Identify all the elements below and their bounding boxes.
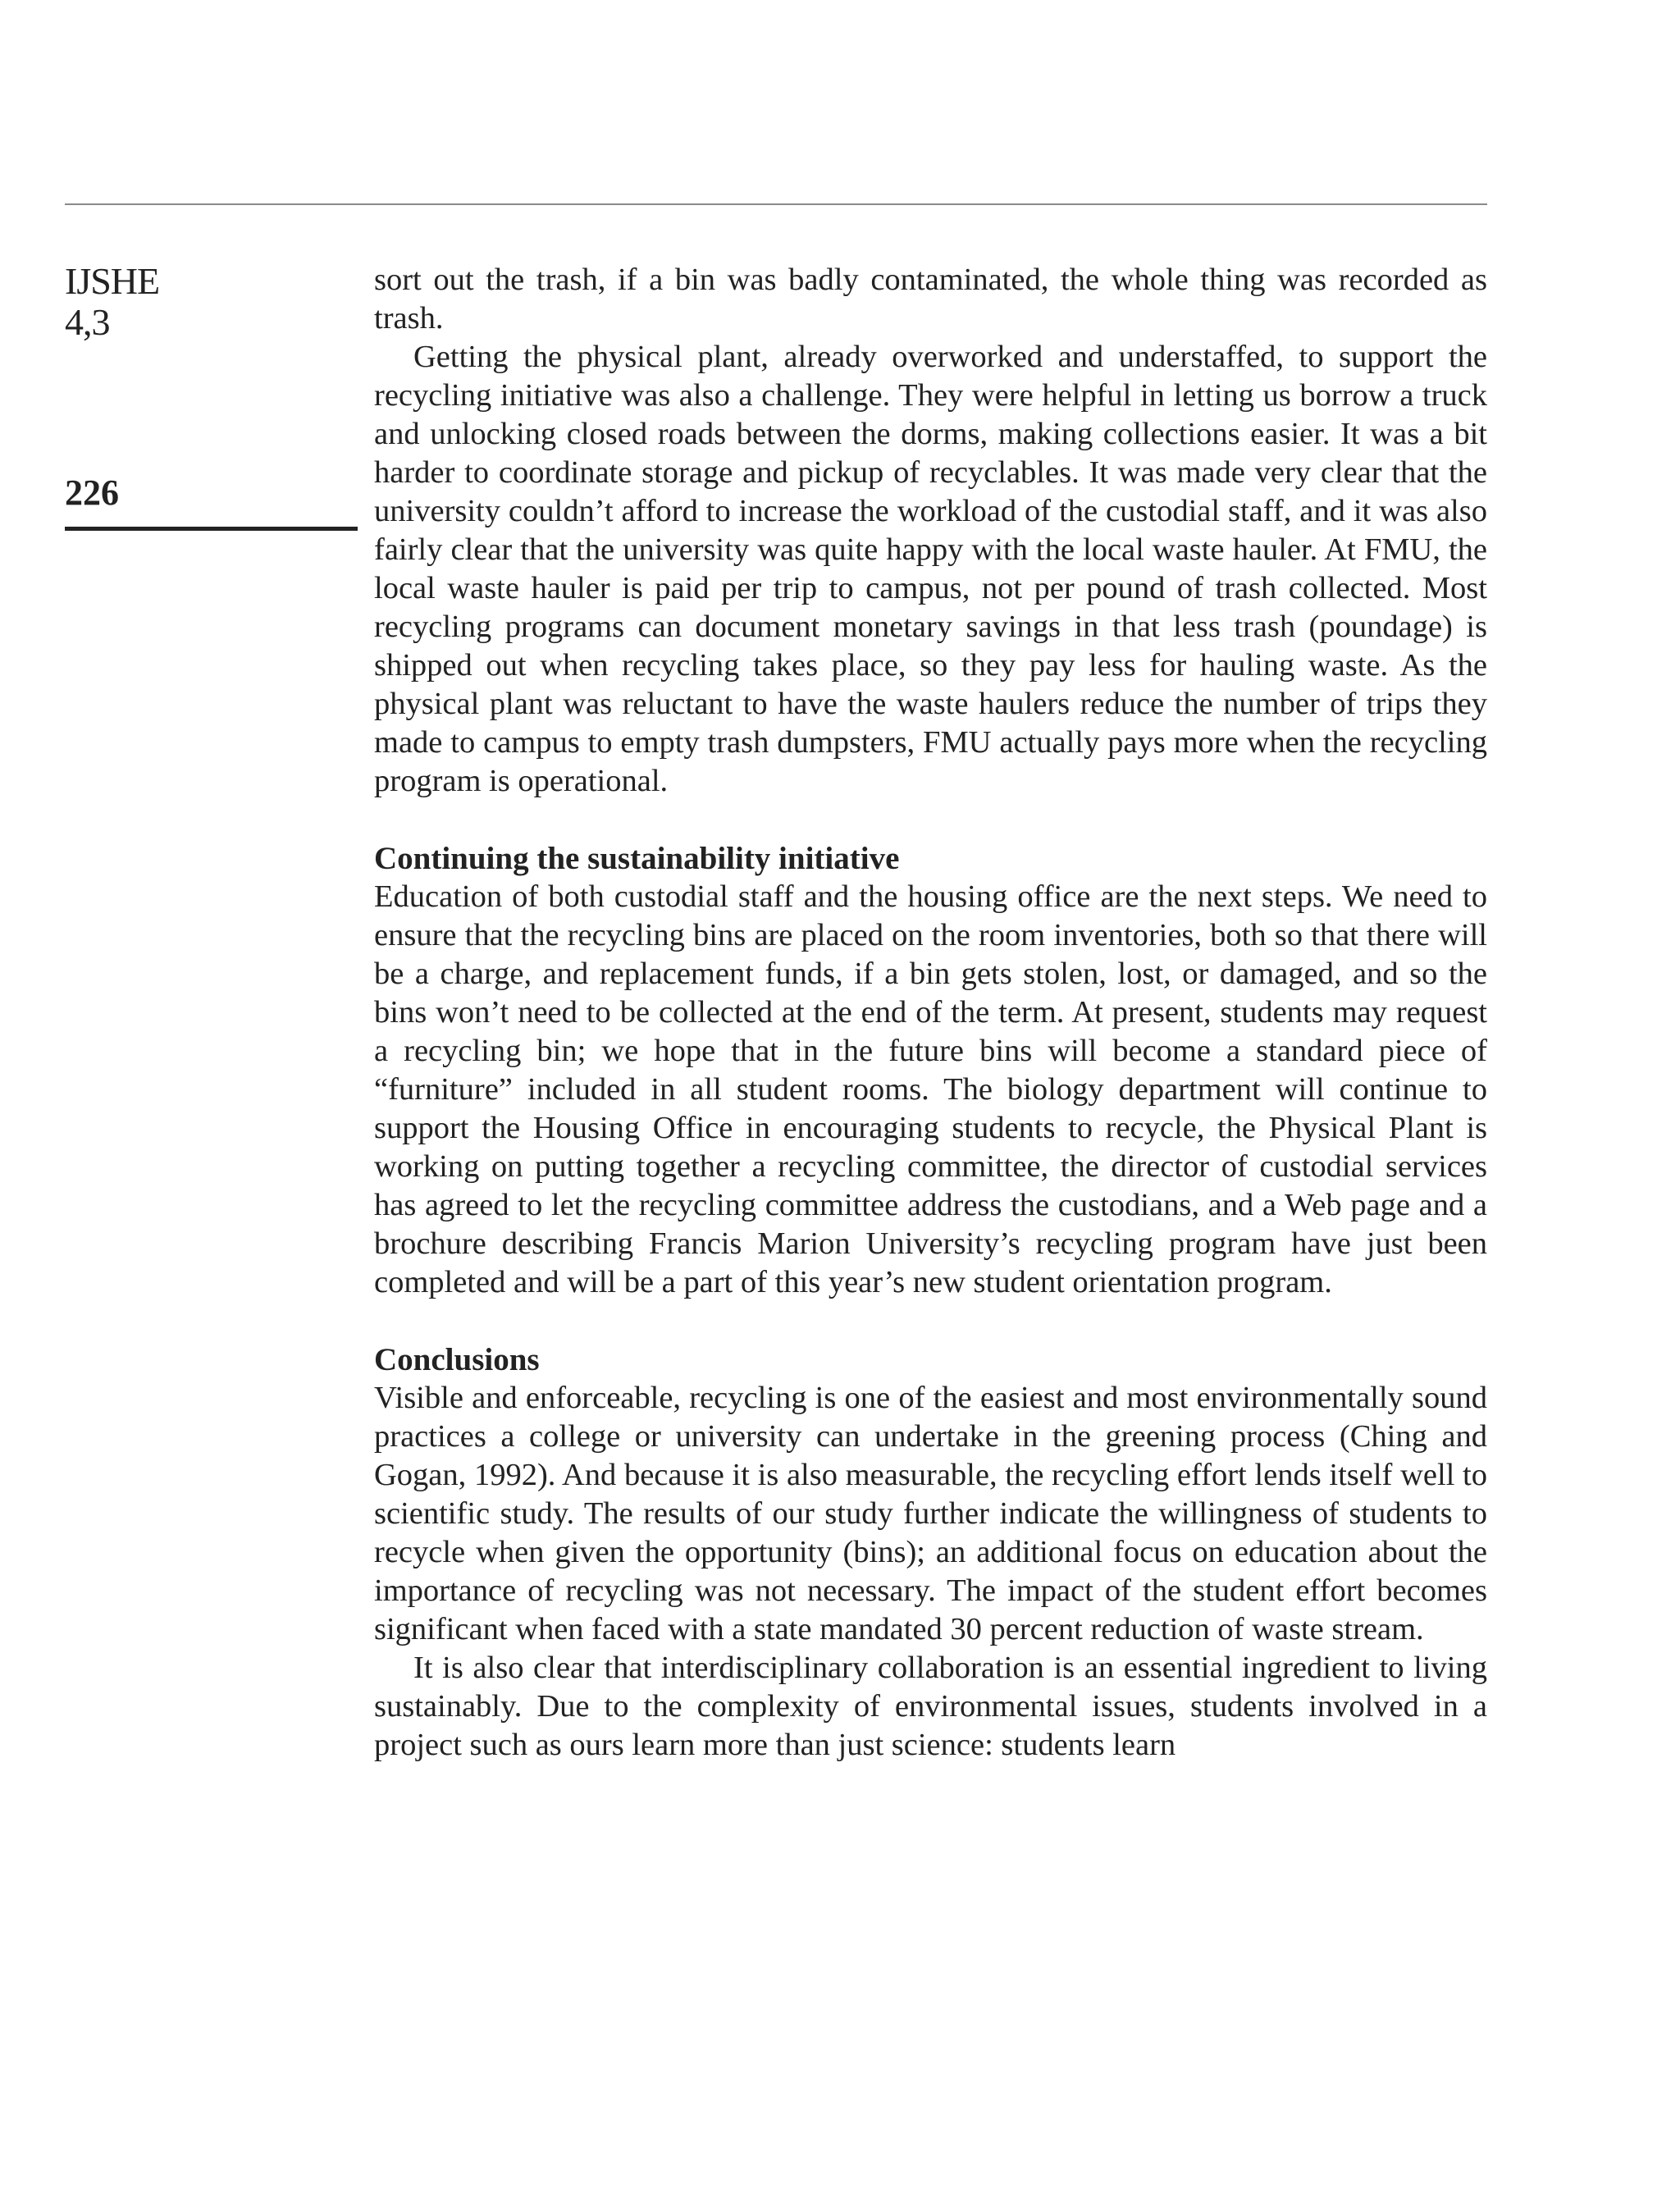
article-body (374, 261, 1487, 1765)
running-head (65, 260, 358, 513)
page-number-rule (65, 527, 358, 531)
paragraph-continued: sort out the trash, if a bin was badly contaminated, the whole thing was recorded as trash. (374, 263, 1487, 336)
section-continuing (374, 839, 1487, 1302)
paragraph-interdisciplinary: It is also clear that interdisciplinary collaboration is an essential ingredient to living sustainably. Due to the complexity of environmental issues, students involved in a project such as ours learn more than just science: students learn (374, 1651, 1487, 1762)
section-heading-continuing: Continuing the sustainability initiative (374, 841, 900, 876)
volume-issue: 4,3 (65, 301, 110, 343)
paragraph-conclusions: Visible and enforceable, recycling is one of the easiest and most environmentally sound practices a college or university can undertake in the greening process (Ching and Gogan, 1992). And because it is also measurable, the recycling effort lends itself well to scientific study. The results of our study further indicate the willingness of students to recycle when given the opportunity (bins); an additional focus on education about the importance of recycling was not necessary. The impact of the student effort becomes significant when faced with a state mandated 30 percent reduction of waste stream. (374, 1381, 1487, 1646)
paragraph-physical-plant: Getting the physical plant, already overworked and understaffed, to support the recycling initiative was also a challenge. They were helpful in letting us borrow a truck and unlocking closed roads between the dorms, making collections easier. It was a bit harder to coordinate storage and pickup of recyclables. It was made very clear that the university couldn’t afford to increase the workload of the custodial staff, and it was also fairly clear that the university was quite happy with the local waste hauler. At FMU, the local waste hauler is paid per trip to campus, not per pound of trash collected. Most recycling programs can document monetary savings in that less trash (poundage) is shipped out when recycling takes place, so they pay less for hauling waste. As the physical plant was reluctant to have the waste haulers reduce the number of trips they made to campus to empty trash dumpsters, FMU actually pays more when the recycling program is operational. (374, 340, 1487, 798)
journal-name: IJSHE (65, 260, 160, 302)
paragraph-continuing: Education of both custodial staff and the housing office are the next steps. We need to ensure that the recycling bins are placed on the room inventories, both so that there will be a charge, and replacement funds, if a bin gets stolen, lost, or damaged, and so the bins won’t need to be collected at the end of the term. At present, students may request a recycling bin; we hope that in the future bins will become a standard piece of “furniture” included in all student rooms. The biology department will continue to support the Housing Office in encouraging students to recycle, the Physical Plant is working on putting together a recycling committee, the director of custodial services has agreed to let the recycling committee address the custodians, and a Web page and a brochure describing Francis Marion University’s recycling program have just been completed and will be a part of this year’s new student orientation program. (374, 879, 1487, 1299)
page-number: 226 (65, 473, 119, 513)
section-conclusions (374, 1340, 1487, 1765)
header-rule (65, 203, 1487, 205)
section-heading-conclusions: Conclusions (374, 1342, 540, 1377)
